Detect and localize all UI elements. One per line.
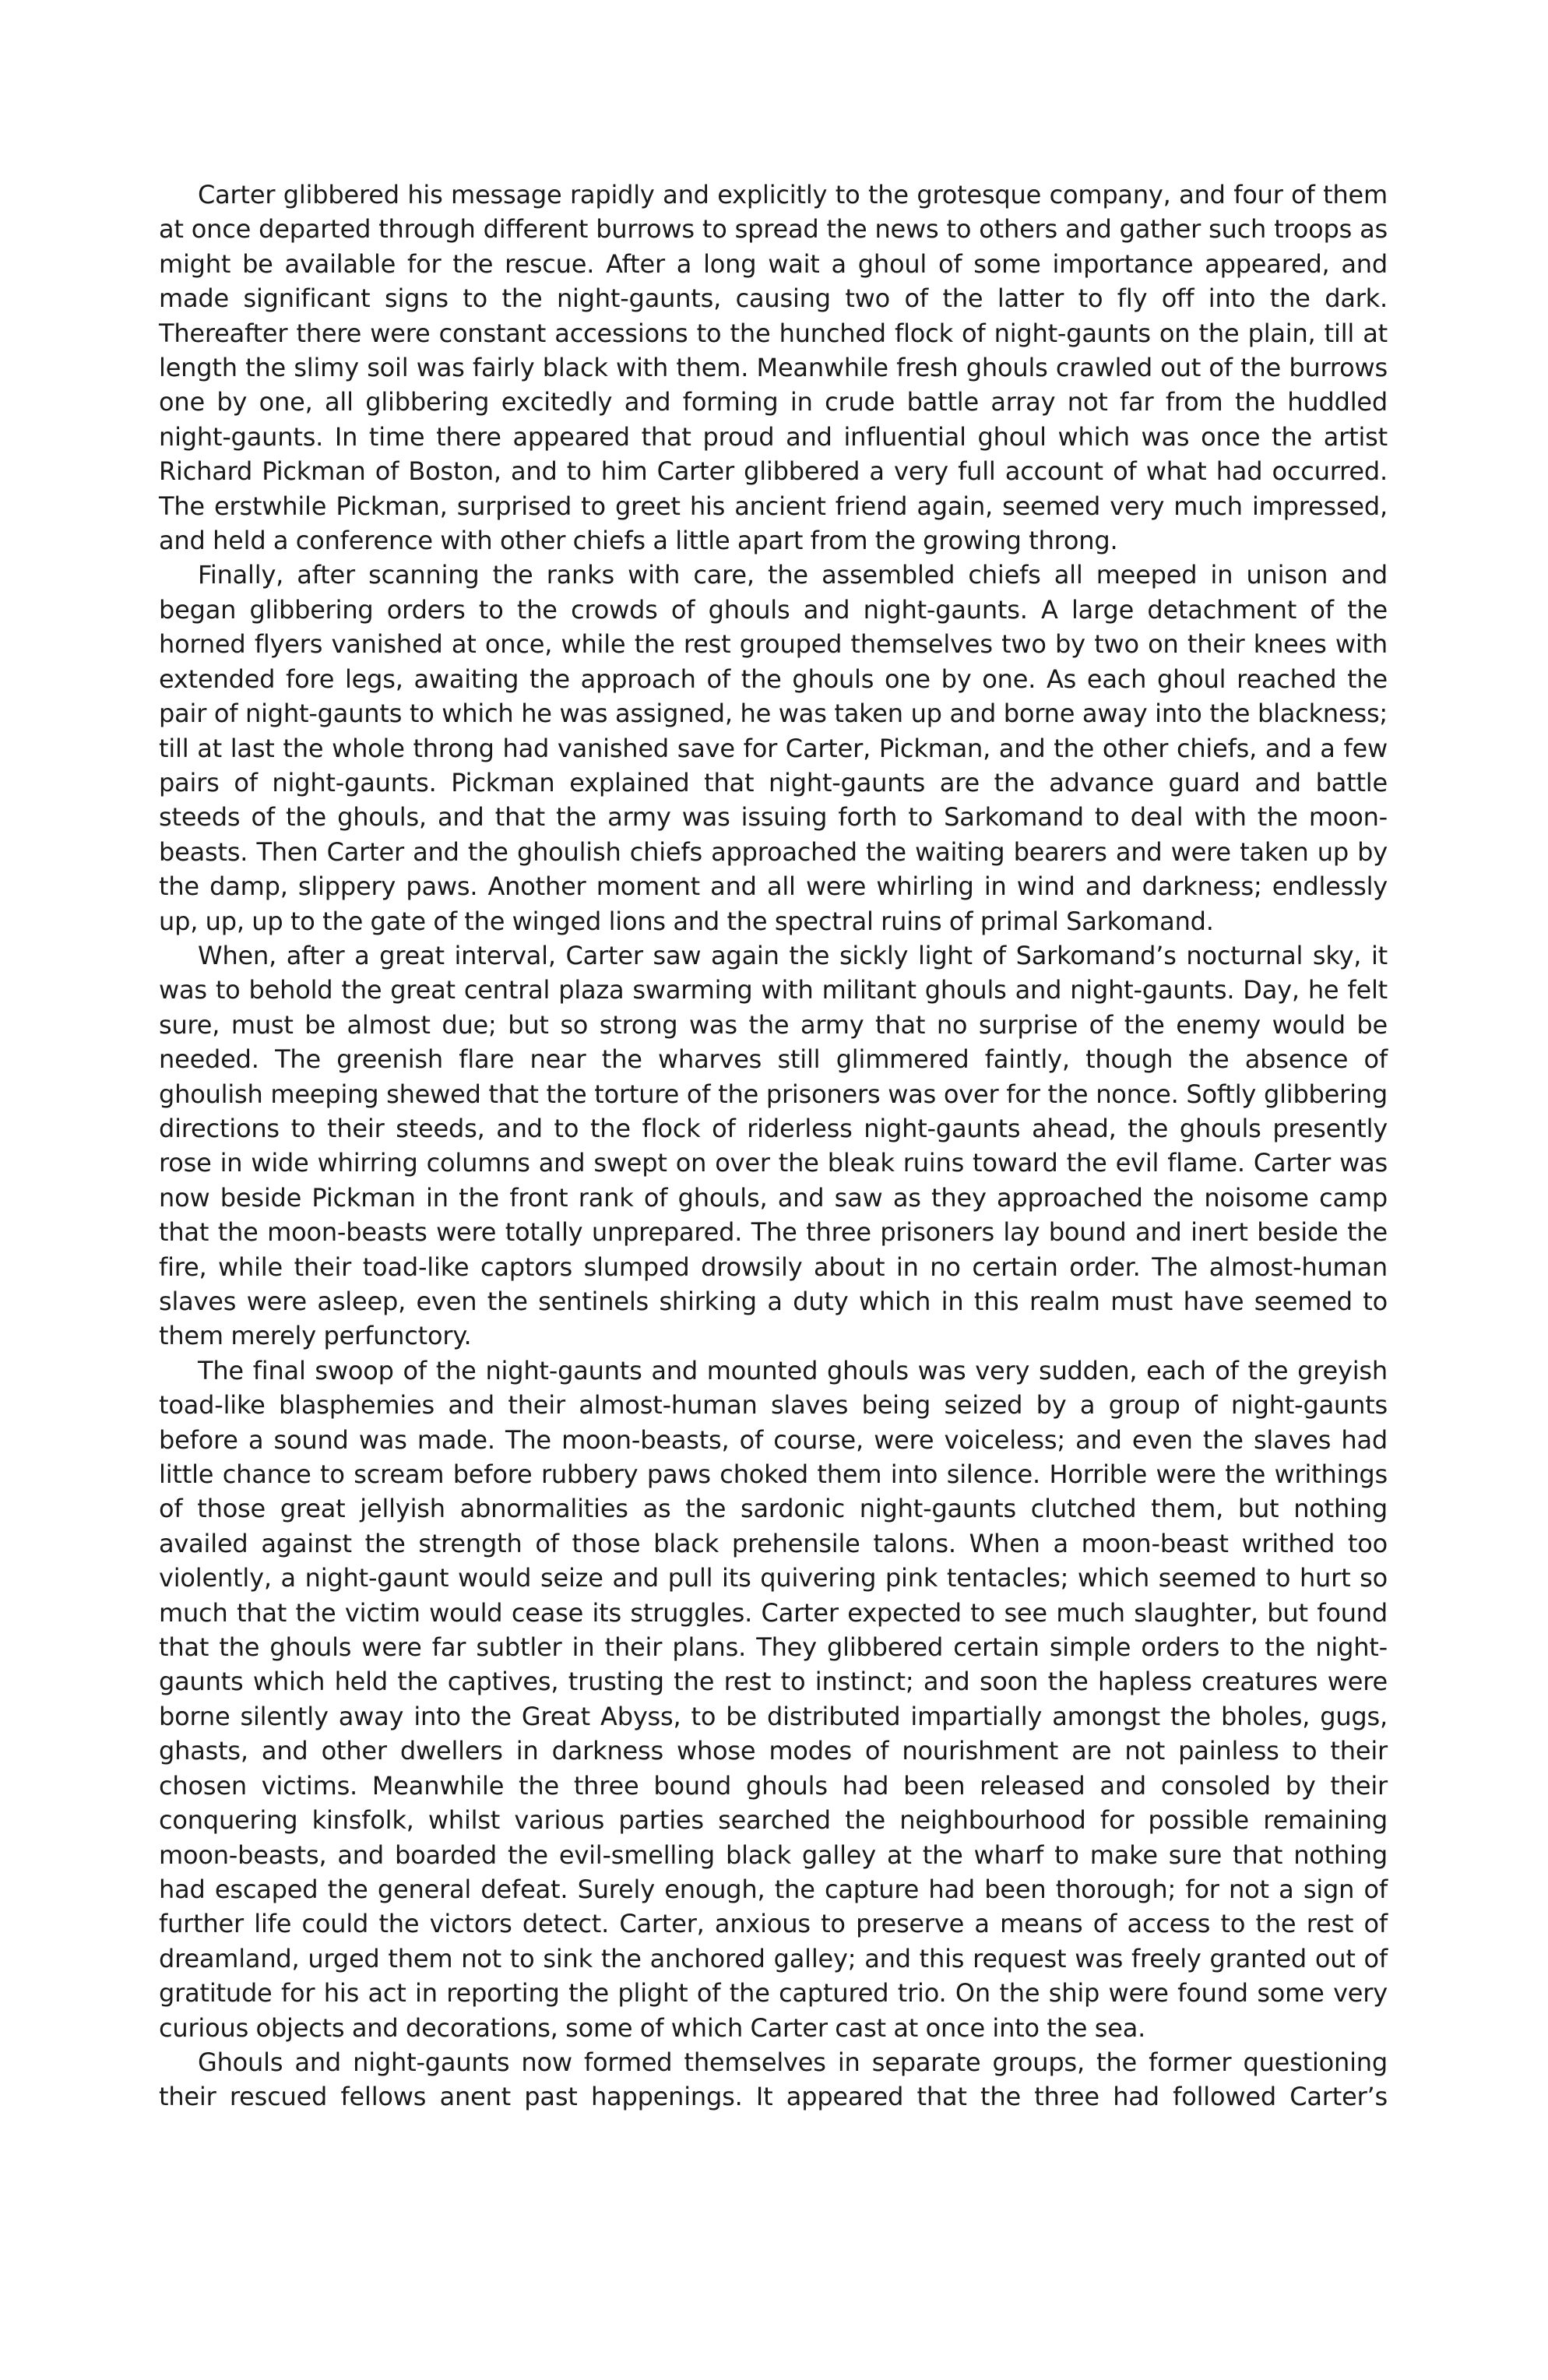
paragraph: When, after a great interval, Carter saw again the sickly light of Sarkomand’s nocturnal sky, it was to behold the great central plaza swarming with militant ghouls and night-gaunts. Day, he felt sure, must be almost due; but so strong was the army that no surprise of the enemy would be needed. The greenish flare near the wharves still glimmered faintly, though the absence of ghoulish meeping shewed that the torture of the prisoners was over for the nonce. Softly glibbering directions to their steeds, and to the flock of riderless night-gaunts ahead, the ghouls presently rose in wide whirring columns and swept on over the bleak ruins toward the evil flame. Carter was now beside Pickman in the front rank of ghouls, and saw as they approached the noisome camp that the moon-beasts were totally unprepared. The three prisoners lay bound and inert beside the fire, while their toad-like captors slumped drowsily about in no certain order. The almost-human slaves were asleep, even the sentinels shirking a duty which in this realm must have seemed to them merely perfunctory. (159, 940, 1388, 1351)
paragraph: Finally, after scanning the ranks with care, the assembled chiefs all meeped in unison and began glibbering orders to the crowds of ghouls and night-gaunts. A large detachment of the horned flyers vanished at once, while the rest grouped themselves two by two on their knees with extended fore legs, awaiting the approach of the ghouls one by one. As each ghoul reached the pair of night-gaunts to which he was assigned, he was taken up and borne away into the blackness; till at last the whole throng had vanished save for Carter, Pickman, and the other chiefs, and a few pairs of night-gaunts. Pickman explained that night-gaunts are the advance guard and battle steeds of the ghouls, and that the army was issuing forth to Sarkomand to deal with the moon-beasts. Then Carter and the ghoulish chiefs approached the waiting bearers and were taken up by the damp, slippery paws. Another moment and all were whirling in wind and darkness; endlessly up, up, up to the gate of the winged lions and the spectral ruins of primal Sarkomand. (159, 560, 1388, 936)
paragraph: The final swoop of the night-gaunts and mounted ghouls was very sudden, each of the greyish toad-like blasphemies and their almost-human slaves being seized by a group of night-gaunts before a sound was made. The moon-beasts, of course, were voiceless; and even the slaves had little chance to scream before rubbery paws choked them into silence. Horrible were the writhings of those great jellyish abnormalities as the sardonic night-gaunts clutched them, but nothing availed against the strength of those black prehensile talons. When a moon-beast writhed too violently, a night-gaunt would seize and pull its quivering pink tentacles; which seemed to hurt so much that the victim would cease its struggles. Carter expected to see much slaughter, but found that the ghouls were far subtler in their plans. They glibbered certain simple orders to the night-gaunts which held the captives, trusting the rest to instinct; and soon the hapless creatures were borne silently away into the Great Abyss, to be distributed impartially amongst the bholes, gugs, ghasts, and other dwellers in darkness whose modes of nourishment are not painless to their chosen victims. Meanwhile the three bound ghouls had been released and consoled by their conquering kinsfolk, whilst various parties searched the neighbourhood for possible remaining moon-beasts, and boarded the evil-smelling black galley at the wharf to make sure that nothing had escaped the general defeat. Surely enough, the capture had been thorough; for not a sign of further life could the victors detect. Carter, anxious to preserve a means of access to the rest of dreamland, urged them not to sink the anchored galley; and this request was freely granted out of gratitude for his act in reporting the plight of the captured trio. On the ship were found some very curious objects and decorations, some of which Carter cast at once into the sea. (159, 1355, 1388, 2043)
paragraph: Carter glibbered his message rapidly and explicitly to the grotesque company, and four of them at once departed through different burrows to spread the news to others and gather such troops as might be available for the rescue. After a long wait a ghoul of some importance appeared, and made significant signs to the night-gaunts, causing two of the latter to fly off into the dark. Thereafter there were constant accessions to the hunched flock of night-gaunts on the plain, till at length the slimy soil was fairly black with them. Meanwhile fresh ghouls crawled out of the burrows one by one, all glibbering excitedly and forming in crude battle array not far from the huddled night-gaunts. In time there appeared that proud and influential ghoul which was once the artist Richard Pickman of Boston, and to him Carter glibbered a very full account of what had occurred. The erstwhile Pickman, surprised to greet his ancient friend again, seemed very much impressed, and held a conference with other chiefs a little apart from the growing throng. (159, 180, 1388, 556)
body-text (159, 178, 1388, 2114)
paragraph: Ghouls and night-gaunts now formed themselves in separate groups, the former questioning their rescued fellows anent past happenings. It appeared that the three had followed Carter’s (159, 2047, 1388, 2112)
